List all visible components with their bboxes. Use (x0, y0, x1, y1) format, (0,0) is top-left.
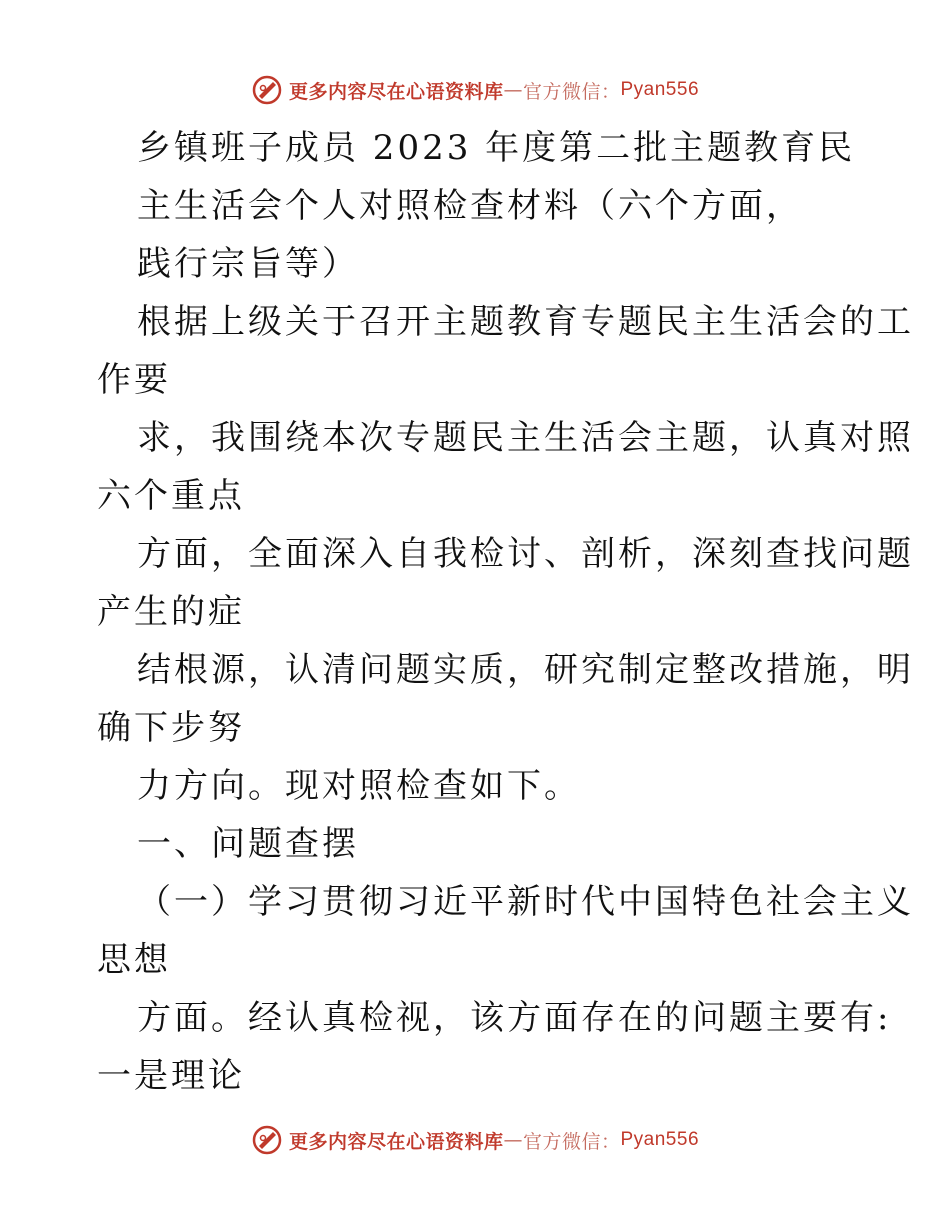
banner-wechat-id: Pyan556 (620, 1129, 700, 1150)
doc-paragraph-line: 确下步努 (97, 708, 245, 748)
banner-official-label: 官方微信： (522, 80, 621, 103)
doc-subsection-line: （一）学习贯彻习近平新时代中国特色社会主义 (137, 882, 914, 922)
banner-wechat-id: Pyan556 (620, 79, 700, 100)
doc-section-heading: 一、问题查摆 (137, 824, 359, 864)
doc-paragraph-line: 求，我围绕本次专题民主生活会主题，认真对照 (137, 418, 914, 458)
doc-paragraph-line: 六个重点 (97, 476, 245, 516)
doc-title-line-3: 践行宗旨等） (137, 244, 359, 284)
doc-paragraph-line: 方面，全面深入自我检讨、剖析，深刻查找问题 (137, 534, 914, 574)
brand-logo-icon (251, 74, 283, 106)
doc-paragraph-line: 一是理论 (97, 1056, 245, 1096)
footer-banner (0, 1118, 950, 1162)
doc-paragraph-line: 力方向。现对照检查如下。 (137, 766, 581, 806)
doc-paragraph-line: 根据上级关于召开主题教育专题民主生活会的工 (137, 302, 914, 342)
brand-logo-icon (251, 1124, 283, 1156)
doc-subsection-line: 思想 (97, 940, 171, 980)
banner-separator: — (503, 1129, 523, 1151)
doc-paragraph-line: 产生的症 (97, 592, 245, 632)
banner-separator: — (503, 79, 523, 101)
header-banner (0, 68, 950, 112)
doc-title-line-1: 乡镇班子成员 2023 年度第二批主题教育民 (137, 128, 856, 168)
banner-brand-text: 更多内容尽在心语资料库 (288, 1130, 504, 1153)
doc-title-line-2: 主生活会个人对照检查材料（六个方面， (137, 186, 803, 226)
doc-paragraph-line: 方面。经认真检视，该方面存在的问题主要有: (137, 998, 892, 1038)
doc-paragraph-line: 作要 (97, 360, 171, 400)
banner-brand-text: 更多内容尽在心语资料库 (288, 80, 504, 103)
doc-paragraph-line: 结根源，认清问题实质，研究制定整改措施，明 (137, 650, 914, 690)
banner-official-label: 官方微信： (522, 1130, 621, 1153)
